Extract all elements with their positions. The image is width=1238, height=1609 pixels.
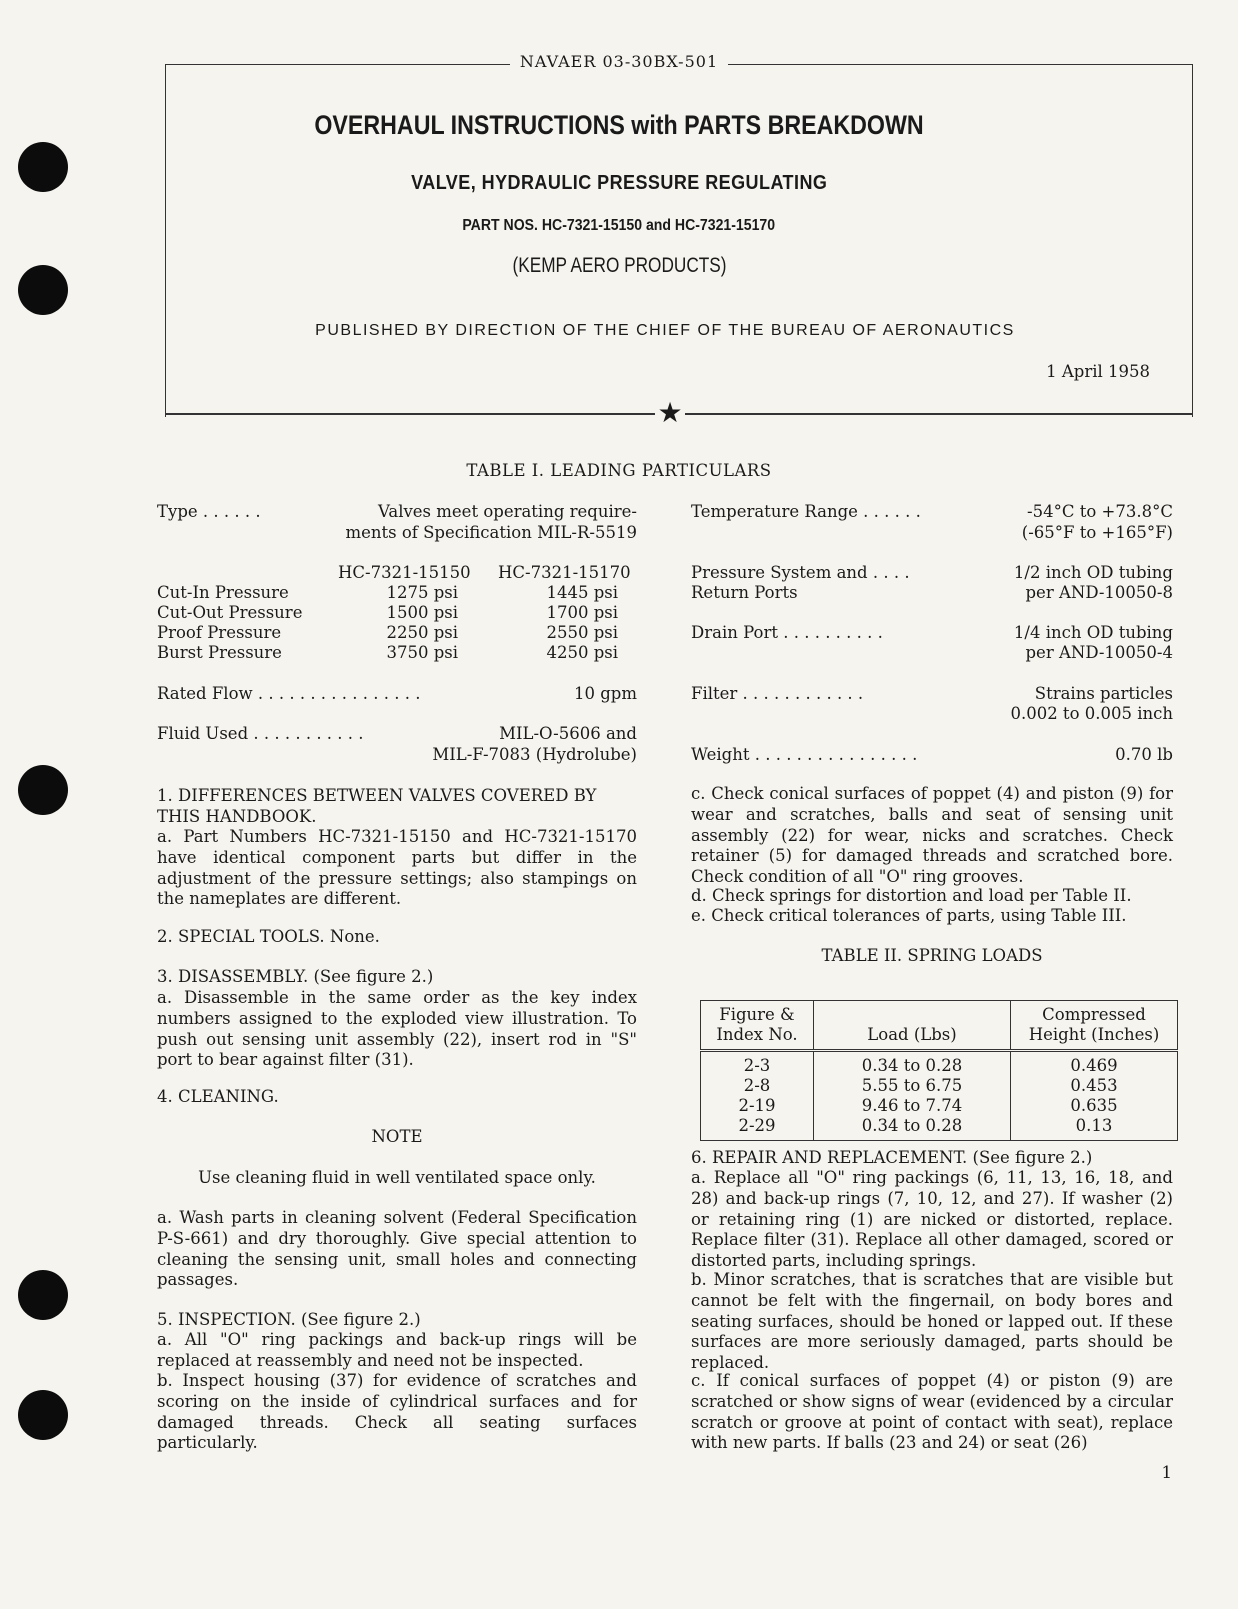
- section-5-d: d. Check springs for distortion and load per Table II.: [691, 886, 1132, 905]
- published-by: PUBLISHED BY DIRECTION OF THE CHIEF OF THE BUREAU OF AERONAUTICS: [315, 322, 1015, 339]
- fluid-value: MIL-O-5606 and: [499, 724, 637, 743]
- section-5-e: e. Check critical tolerances of parts, using Table III.: [691, 906, 1127, 925]
- section-6-heading: 6. REPAIR AND REPLACEMENT. (See figure 2.): [691, 1148, 1093, 1167]
- temperature-value-2: (-65°F to +165°F): [1021, 523, 1173, 542]
- section-1-a: a. Part Numbers HC-7321-15150 and HC-7321-15170 have identical component parts but differ in the adjustment of the pressure settings; also stampings on the nameplates are different.: [157, 827, 637, 909]
- spring-loads-table: [700, 1000, 1178, 1141]
- note-heading: NOTE: [371, 1127, 423, 1146]
- table-header: Figure & Index No.: [701, 1001, 814, 1051]
- ports-value: 1/2 inch OD tubing: [1013, 563, 1173, 582]
- pressure-value-1: 1500 psi: [386, 603, 458, 622]
- pressure-value-2: 1700 psi: [546, 603, 618, 622]
- pressure-value-1: 2250 psi: [386, 623, 458, 642]
- page-number: 1: [1161, 1463, 1172, 1482]
- drain-value: 1/4 inch OD tubing: [1013, 623, 1173, 642]
- table-cell: 2-3 2-8 2-19 2-29: [701, 1051, 814, 1141]
- pressure-value-2: 1445 psi: [546, 583, 618, 602]
- rated-flow-value: 10 gpm: [573, 684, 637, 703]
- part-col-2: HC-7321-15170: [498, 563, 631, 582]
- pressure-label: Cut-Out Pressure: [157, 603, 303, 622]
- type-label: Type . . . . . .: [157, 502, 261, 521]
- pressure-label: Cut-In Pressure: [157, 583, 289, 602]
- ports-label: Pressure System and . . . .: [691, 563, 910, 582]
- table-header: Compressed Height (Inches): [1011, 1001, 1178, 1051]
- table-cell: 0.469 0.453 0.635 0.13: [1011, 1051, 1178, 1141]
- table-cell: 0.34 to 0.28 5.55 to 6.75 9.46 to 7.74 0.34 to 0.28: [814, 1051, 1011, 1141]
- note-text: Use cleaning fluid in well ventilated space only.: [198, 1168, 596, 1187]
- section-5-heading: 5. INSPECTION. (See figure 2.): [157, 1310, 421, 1329]
- pressure-label: Burst Pressure: [157, 643, 282, 662]
- section-3-a: a. Disassemble in the same order as the key index numbers assigned to the exploded view illustration. To push out sensing unit assembly (22), insert rod in "S" port to bear against filter (31).: [157, 988, 637, 1070]
- pressure-value-1: 3750 psi: [386, 643, 458, 662]
- section-1-heading: 1. DIFFERENCES BETWEEN VALVES COVERED BY THIS HANDBOOK.: [157, 786, 597, 826]
- pressure-value-2: 2550 psi: [546, 623, 618, 642]
- part-numbers: PART NOS. HC-7321-15150 and HC-7321-15170: [462, 217, 776, 234]
- section-2: 2. SPECIAL TOOLS. None.: [157, 927, 380, 946]
- section-6-c: c. If conical surfaces of poppet (4) or piston (9) are scratched or show signs of wear (evidenced by a circular scratch or groove at point of contact with seat), replace with new parts. If balls (23 and 24) or seat (26): [691, 1371, 1173, 1453]
- section-5-a: a. All "O" ring packings and back-up rings will be replaced at reassembly and need not be inspected.: [157, 1330, 637, 1370]
- weight-label: Weight . . . . . . . . . . . . . . . .: [691, 745, 918, 764]
- binder-hole: [18, 1270, 68, 1320]
- pressure-label: Proof Pressure: [157, 623, 282, 642]
- drain-label: Drain Port . . . . . . . . . .: [691, 623, 883, 642]
- fluid-value-2: MIL-F-7083 (Hydrolube): [432, 745, 637, 764]
- page-title: OVERHAUL INSTRUCTIONS with PARTS BREAKDOWN: [314, 110, 924, 140]
- section-6-b: b. Minor scratches, that is scratches that are visible but cannot be felt with the fingernail, on body bores and seating surfaces, should be honed or lapped out. If these surfaces are more seriously damaged, parts should be replaced.: [691, 1270, 1173, 1373]
- ports-label-2: Return Ports: [691, 583, 798, 602]
- filter-label: Filter . . . . . . . . . . . .: [691, 684, 864, 703]
- drain-value-2: per AND-10050-4: [1025, 643, 1173, 662]
- section-4-a: a. Wash parts in cleaning solvent (Federal Specification P-S-661) and dry thoroughly. Give special attention to cleaning the sensing unit, small holes and connecting passages.: [157, 1208, 637, 1290]
- weight-value: 0.70 lb: [1115, 745, 1173, 764]
- section-5-c: c. Check conical surfaces of poppet (4) and piston (9) for wear and scratches, balls and seat of sensing unit assembly (22) for wear, nicks and scratches. Check retainer (5) for damaged threads and scratched bore. Check condition of all "O" ring grooves.: [691, 784, 1173, 887]
- type-value: Valves meet operating require-: [377, 502, 637, 521]
- temperature-label: Temperature Range . . . . . .: [691, 502, 921, 521]
- filter-value: Strains particles: [1034, 684, 1173, 703]
- section-5-b: b. Inspect housing (37) for evidence of scratches and scoring on the inside of cylindrical surfaces and for damaged threads. Check all seating surfaces particularly.: [157, 1371, 637, 1453]
- table2-title: TABLE II. SPRING LOADS: [821, 946, 1043, 965]
- fluid-label: Fluid Used . . . . . . . . . . .: [157, 724, 364, 743]
- publication-date: 1 April 1958: [1046, 362, 1150, 381]
- star-icon: ★: [655, 398, 685, 428]
- section-4-heading: 4. CLEANING.: [157, 1087, 279, 1106]
- table1-title: TABLE I. LEADING PARTICULARS: [466, 461, 772, 480]
- binder-hole: [18, 1390, 68, 1440]
- filter-value-2: 0.002 to 0.005 inch: [1010, 704, 1173, 723]
- pressure-value-2: 4250 psi: [546, 643, 618, 662]
- table-header-row: [701, 1001, 1178, 1051]
- part-col-1: HC-7321-15150: [338, 563, 471, 582]
- manufacturer: (KEMP AERO PRODUCTS): [511, 254, 726, 277]
- table-header: Load (Lbs): [814, 1001, 1011, 1051]
- section-6-a: a. Replace all "O" ring packings (6, 11, 13, 16, 18, and 28) and back-up rings (7, 10, 12, and 27). If washer (2) or retaining ring (1) are nicked or distorted, replace. Replace filter (31). Replace all other damaged, scored or distorted parts, including springs.: [691, 1168, 1173, 1271]
- page-subtitle: VALVE, HYDRAULIC PRESSURE REGULATING: [410, 172, 828, 194]
- document-number: NAVAER 03-30BX-501: [0, 52, 1238, 71]
- ports-value-2: per AND-10050-8: [1025, 583, 1173, 602]
- table-row: [701, 1051, 1178, 1141]
- type-value-2: ments of Specification MIL-R-5519: [345, 523, 637, 542]
- section-3-heading: 3. DISASSEMBLY. (See figure 2.): [157, 967, 434, 986]
- rated-flow-label: Rated Flow . . . . . . . . . . . . . . . .: [157, 684, 421, 703]
- pressure-value-1: 1275 psi: [386, 583, 458, 602]
- temperature-value: -54°C to +73.8°C: [1027, 502, 1173, 521]
- binder-hole: [18, 765, 68, 815]
